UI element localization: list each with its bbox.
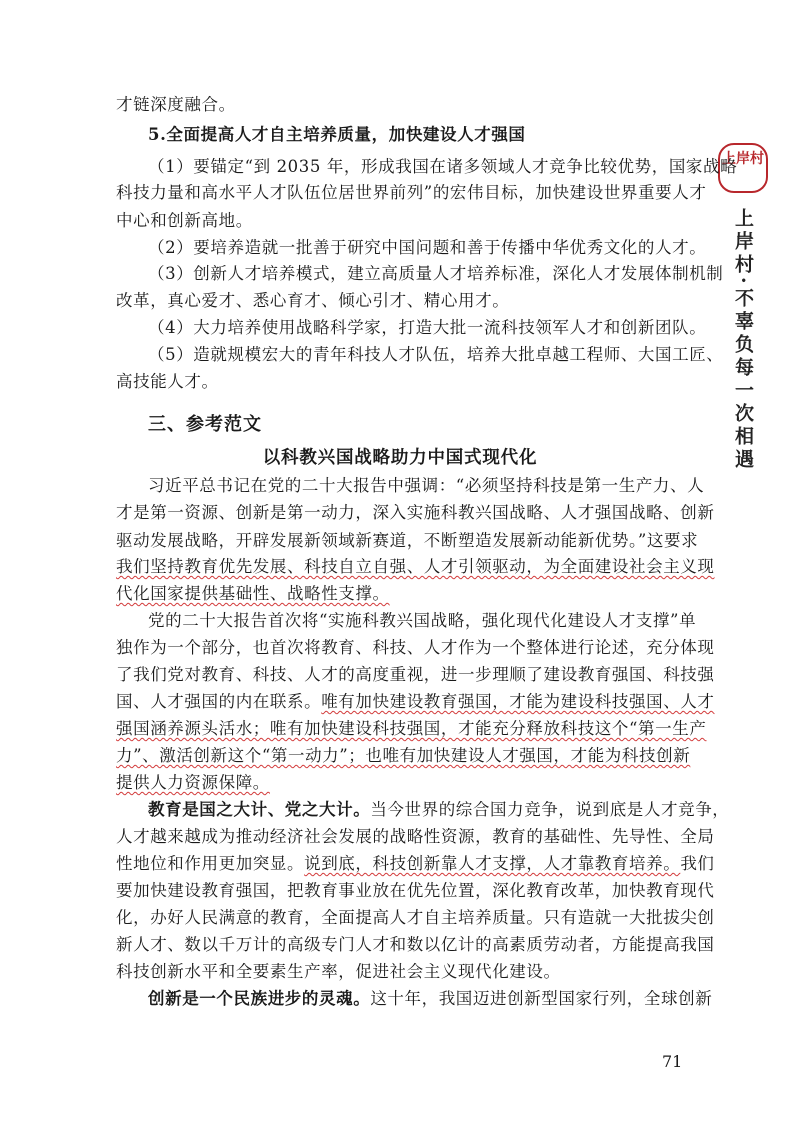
body-line: 科技力量和高水平人才队伍位居世界前列”的宏伟目标，加快建设世界重要人才 — [116, 183, 707, 202]
text-span: 当今世界的综合国力竞争，说到底是人才竞争， — [370, 800, 730, 819]
body-line — [116, 854, 715, 874]
body-line: 改革，真心爱才、悉心育才、倾心引才、精心用才。 — [116, 291, 510, 310]
body-line — [116, 692, 715, 712]
body-line: 高技能人才。 — [116, 372, 219, 391]
body-line: 化，办好人民满意的教育，全面提高人才自主培养质量。只有造就一大批拔尖创 — [116, 908, 715, 927]
underlined-line: 力”、激活创新这个“第一动力”；也唯有加快建设人才强国，才能为科技创新 — [116, 746, 691, 765]
underlined-line: 提供人力资源保障。 — [116, 773, 270, 792]
brand-seal-text: 上岸村 — [722, 151, 764, 167]
body-line: 人才越来越成为推动经济社会发展的战略性资源，教育的基础性、先导性、全局 — [116, 827, 715, 846]
body-line: 独作为一个部分，也首次将教育、科技、人才作为一个整体进行论述，充分体现 — [116, 638, 715, 657]
body-line: （2）要培养造就一批善于研究中国问题和善于传播中华优秀文化的人才。 — [148, 238, 707, 257]
emphasis-text: 创新是一个民族进步的灵魂。 — [148, 989, 371, 1008]
section-heading: 5.全面提高人才自主培养质量，加快建设人才强国 — [148, 125, 526, 144]
body-line: 习近平总书记在党的二十大报告中强调：“必须坚持科技是第一生产力、人 — [148, 476, 705, 495]
body-line: （5）造就规模宏大的青年科技人才队伍，培养大批卓越工程师、大国工匠、 — [148, 345, 724, 364]
body-line: 科技创新水平和全要素生产率，促进社会主义现代化建设。 — [116, 962, 561, 981]
body-line: 了我们党对教育、科技、人才的高度重视，进一步理顺了建设教育强国、科技强 — [116, 665, 715, 684]
emphasis-text: 教育是国之大计、党之大计。 — [148, 800, 371, 819]
text-span: 国、人才强国的内在联系。 — [116, 692, 322, 711]
body-line: 要加快建设教育强国，把教育事业放在优先位置，深化教育改革，加快教育现代 — [116, 881, 715, 900]
body-line: 中心和创新高地。 — [116, 211, 253, 230]
essay-title: 以科教兴国战略助力中国式现代化 — [262, 448, 538, 468]
underlined-span: 唯有加快建设教育强国，才能为建设科技强国、人才 — [321, 692, 715, 711]
underlined-line: 代化国家提供基础性、战略性支撑。 — [116, 584, 390, 603]
part-heading: 三、参考范文 — [148, 414, 262, 435]
lead-line: 才链深度融合。 — [116, 95, 236, 114]
underlined-span: 说到底，科技创新靠人才支撑，人才靠教育培养。 — [304, 854, 681, 873]
body-line: 党的二十大报告首次将“实施科教兴国战略，强化现代化建设人才支撑”单 — [148, 611, 697, 630]
body-line: （3）创新人才培养模式，建立高质量人才培养标准，深化人才发展体制机制 — [148, 264, 724, 283]
brand-slogan: 上岸村·不辜负每一次相遇 — [732, 208, 754, 472]
body-line: 才是第一资源、创新是第一动力，深入实施科教兴国战略、人才强国战略、创新 — [116, 503, 715, 522]
body-line: （4）大力培养使用战略科学家，打造大批一流科技领军人才和创新团队。 — [148, 318, 707, 337]
text-span: 性地位和作用更加突显。 — [116, 854, 305, 873]
body-line: 驱动发展战略，开辟发展新领域新赛道，不断塑造发展新动能新优势。”这要求 — [116, 531, 699, 550]
body-line — [148, 800, 729, 820]
body-line: （1）要锚定“到 2035 年，形成我国在诸多领域人才竞争比较优势，国家战略 — [148, 157, 738, 176]
text-span: 这十年，我国迈进创新型国家行列，全球创新 — [370, 989, 713, 1008]
page-number: 71 — [662, 1052, 683, 1071]
underlined-line: 我们坚持教育优先发展、科技自立自强、人才引领驱动，为全面建设社会主义现 — [116, 557, 715, 576]
underlined-line: 强国涵养源头活水；唯有加快建设科技强国，才能充分释放科技这个“第一生产 — [116, 719, 707, 738]
body-line: 新人才、数以千万计的高级专门人才和数以亿计的高素质劳动者，方能提高我国 — [116, 935, 715, 954]
text-span: 我们 — [680, 854, 715, 873]
body-line — [148, 989, 712, 1009]
